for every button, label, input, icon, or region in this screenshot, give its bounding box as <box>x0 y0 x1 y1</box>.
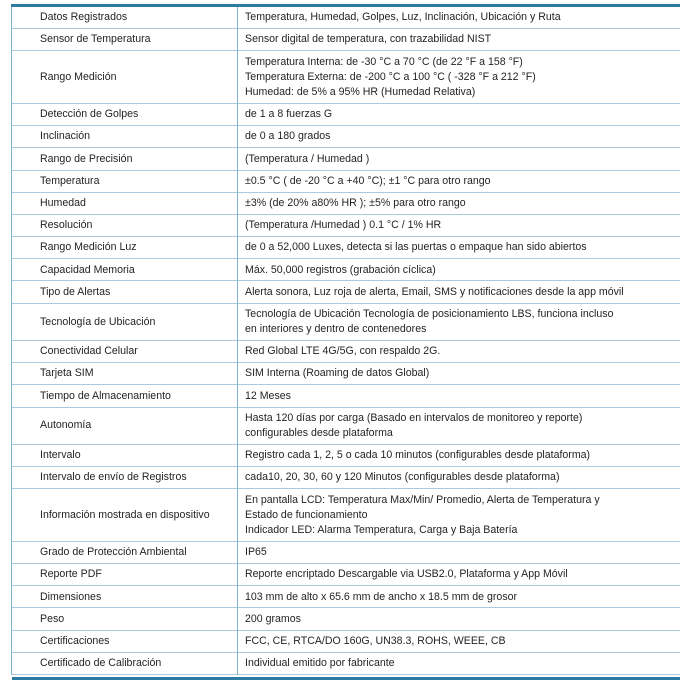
spec-value-line: IP65 <box>245 546 267 559</box>
spec-label-cell <box>12 652 238 674</box>
spec-value-cell <box>238 363 681 385</box>
spec-value-lines <box>245 7 676 28</box>
spec-value-lines <box>245 564 676 585</box>
table-row <box>12 341 681 363</box>
spec-value-cell <box>238 444 681 466</box>
spec-value-line: Red Global LTE 4G/5G, con respaldo 2G. <box>245 345 441 358</box>
spec-value-lines <box>245 171 676 192</box>
spec-value-line: SIM Interna (Roaming de datos Global) <box>245 367 430 380</box>
spec-value-line: En pantalla LCD: Temperatura Max/Min/ Promedio, Alerta de Temperatura y <box>245 493 600 506</box>
table-row <box>12 237 681 259</box>
spec-value-cell <box>238 407 681 444</box>
spec-label-cell <box>12 303 238 340</box>
spec-value-lines <box>245 489 676 541</box>
spec-value-line: Humedad: de 5% a 95% HR (Humedad Relativa) <box>245 86 476 99</box>
spec-value-line: Hasta 120 días por carga (Basado en intervalos de monitoreo y reporte) <box>245 411 583 424</box>
table-row <box>12 407 681 444</box>
spec-value-cell <box>238 237 681 259</box>
spec-label: Certificaciones <box>40 634 110 647</box>
table-row <box>12 467 681 489</box>
spec-value-line: de 0 a 180 grados <box>245 130 331 143</box>
spec-label-cell <box>12 608 238 630</box>
spec-value-line: Reporte encriptado Descargable via USB2.0, Plataforma y App Móvil <box>245 568 568 581</box>
spec-value-line: FCC, CE, RTCA/DO 160G, UN38.3, ROHS, WEEE, CB <box>245 634 506 647</box>
table-row <box>12 148 681 170</box>
table-row <box>12 6 681 29</box>
spec-value-lines <box>245 148 676 169</box>
spec-value-line: cada10, 20, 30, 60 y 120 Minutos (configurables desde plataforma) <box>245 471 560 484</box>
spec-value-cell <box>238 51 681 104</box>
spec-value-line: Temperatura, Humedad, Golpes, Luz, Inclinación, Ubicación y Ruta <box>245 11 561 24</box>
spec-value-lines <box>245 215 676 236</box>
spec-label-cell <box>12 237 238 259</box>
spec-value-cell <box>238 489 681 542</box>
table-row <box>12 630 681 652</box>
spec-label: Rango Medición <box>40 70 117 83</box>
spec-value-lines <box>245 341 676 362</box>
spec-label-cell <box>12 214 238 236</box>
spec-value-lines <box>245 608 676 629</box>
spec-value-line: (Temperatura /Humedad ) 0.1 °C / 1% HR <box>245 219 442 232</box>
spec-value-cell <box>238 29 681 51</box>
spec-label: Grado de Protección Ambiental <box>40 546 187 559</box>
spec-label-cell <box>12 281 238 303</box>
table-row <box>12 170 681 192</box>
spec-label: Certificado de Calibración <box>40 657 162 670</box>
spec-value-line: Tecnología de Ubicación Tecnología de posicionamiento LBS, funciona incluso <box>245 307 614 320</box>
spec-label: Resolución <box>40 219 93 232</box>
spec-label: Intervalo de envío de Registros <box>40 471 187 484</box>
spec-label: Rango Medición Luz <box>40 241 137 254</box>
table-row <box>12 281 681 303</box>
table-row <box>12 586 681 608</box>
spec-label-cell <box>12 51 238 104</box>
spec-label-cell <box>12 126 238 148</box>
spec-label: Dimensiones <box>40 590 102 603</box>
spec-value-line: Indicador LED: Alarma Temperatura, Carga y Baja Batería <box>245 523 518 536</box>
specifications-table-body <box>12 6 681 679</box>
spec-value-lines <box>245 467 676 488</box>
table-row <box>12 29 681 51</box>
table-row <box>12 259 681 281</box>
spec-value-cell <box>238 303 681 340</box>
spec-value-line: ±0.5 °C ( de -20 °C a +40 °C); ±1 °C para otro rango <box>245 174 491 187</box>
spec-label-cell <box>12 444 238 466</box>
spec-label-cell <box>12 341 238 363</box>
spec-label-cell <box>12 192 238 214</box>
spec-label: Tipo de Alertas <box>40 285 111 298</box>
spec-value-lines <box>245 385 676 406</box>
spec-value-lines <box>245 304 676 340</box>
spec-label-cell <box>12 541 238 563</box>
spec-value-cell <box>238 586 681 608</box>
table-row <box>12 51 681 104</box>
table-row <box>12 192 681 214</box>
spec-value-lines <box>245 542 676 563</box>
spec-label: Información mostrada en dispositivo <box>40 508 210 521</box>
table-bottom-rule <box>12 675 681 679</box>
spec-value-lines <box>245 126 676 147</box>
spec-label-cell <box>12 630 238 652</box>
spec-label-cell <box>12 385 238 407</box>
spec-value-cell <box>238 192 681 214</box>
spec-value-line: 12 Meses <box>245 389 291 402</box>
spec-label-cell <box>12 170 238 192</box>
spec-label-cell <box>12 489 238 542</box>
spec-value-cell <box>238 259 681 281</box>
table-row <box>12 541 681 563</box>
spec-label: Autonomía <box>40 419 92 432</box>
spec-value-line: Estado de funcionamiento <box>245 508 368 521</box>
spec-value-lines <box>245 259 676 280</box>
spec-label: Tecnología de Ubicación <box>40 315 156 328</box>
spec-value-cell <box>238 281 681 303</box>
table-row <box>12 303 681 340</box>
spec-value-cell <box>238 630 681 652</box>
spec-value-lines <box>245 193 676 214</box>
table-bottom-rule-right <box>238 675 681 679</box>
spec-label-cell <box>12 6 238 29</box>
spec-value-lines <box>245 653 676 674</box>
spec-label: Capacidad Memoria <box>40 263 135 276</box>
spec-label: Conectividad Celular <box>40 345 138 358</box>
spec-value-cell <box>238 148 681 170</box>
spec-value-line: Temperatura Interna: de -30 °C a 70 °C (de 22 °F a 158 °F) <box>245 55 523 68</box>
spec-value-lines <box>245 29 676 50</box>
spec-value-lines <box>245 408 676 444</box>
spec-value-line: en interiores y dentro de contenedores <box>245 323 427 336</box>
spec-label-cell <box>12 467 238 489</box>
spec-value-line: 200 gramos <box>245 612 301 625</box>
table-row <box>12 444 681 466</box>
spec-value-cell <box>238 214 681 236</box>
spec-value-cell <box>238 652 681 674</box>
spec-label: Detección de Golpes <box>40 108 139 121</box>
spec-value-cell <box>238 541 681 563</box>
specifications-table <box>11 4 680 680</box>
spec-value-lines <box>245 51 676 103</box>
spec-label: Tarjeta SIM <box>40 367 94 380</box>
spec-value-cell <box>238 170 681 192</box>
spec-value-line: ±3% (de 20% a80% HR ); ±5% para otro rango <box>245 196 466 209</box>
spec-value-cell <box>238 564 681 586</box>
spec-label: Humedad <box>40 196 86 209</box>
spec-value-line: Máx. 50,000 registros (grabación cíclica) <box>245 263 436 276</box>
table-row <box>12 608 681 630</box>
spec-value-line: Alerta sonora, Luz roja de alerta, Email, SMS y notificaciones desde la app móvil <box>245 285 624 298</box>
spec-value-lines <box>245 586 676 607</box>
spec-value-line: Registro cada 1, 2, 5 o cada 10 minutos (configurables desde plataforma) <box>245 449 591 462</box>
spec-label: Peso <box>40 612 65 625</box>
spec-value-line: configurables desde plataforma <box>245 427 393 440</box>
table-row <box>12 126 681 148</box>
table-row <box>12 214 681 236</box>
spec-label-cell <box>12 564 238 586</box>
spec-label-cell <box>12 259 238 281</box>
spec-label-cell <box>12 363 238 385</box>
table-row <box>12 489 681 542</box>
spec-value-cell <box>238 608 681 630</box>
spec-value-cell <box>238 385 681 407</box>
spec-label-cell <box>12 407 238 444</box>
table-row <box>12 385 681 407</box>
spec-value-line: Temperatura Externa: de -200 °C a 100 °C ( -328 °F a 212 °F) <box>245 70 536 83</box>
spec-label: Sensor de Temperatura <box>40 33 151 46</box>
spec-value-lines <box>245 363 676 384</box>
spec-value-line: (Temperatura / Humedad ) <box>245 152 370 165</box>
table-row <box>12 363 681 385</box>
spec-label-cell <box>12 586 238 608</box>
spec-label: Temperatura <box>40 174 100 187</box>
spec-label: Tiempo de Almacenamiento <box>40 389 171 402</box>
spec-value-cell <box>238 6 681 29</box>
spec-value-lines <box>245 281 676 302</box>
spec-value-line: de 0 a 52,000 Luxes, detecta si las puertas o empaque han sido abiertos <box>245 241 587 254</box>
spec-value-lines <box>245 104 676 125</box>
spec-label-cell <box>12 29 238 51</box>
spec-label-cell <box>12 103 238 125</box>
table-bottom-rule-left <box>12 675 238 679</box>
spec-label: Reporte PDF <box>40 568 102 581</box>
spec-label: Intervalo <box>40 449 81 462</box>
spec-value-lines <box>245 631 676 652</box>
spec-value-lines <box>245 237 676 258</box>
spec-value-line: Sensor digital de temperatura, con trazabilidad NIST <box>245 33 492 46</box>
spec-value-cell <box>238 467 681 489</box>
spec-value-cell <box>238 126 681 148</box>
spec-value-cell <box>238 103 681 125</box>
spec-label: Rango de Precisión <box>40 152 133 165</box>
spec-value-cell <box>238 341 681 363</box>
table-row <box>12 652 681 674</box>
spec-label-cell <box>12 148 238 170</box>
table-row <box>12 103 681 125</box>
spec-label: Inclinación <box>40 130 91 143</box>
spec-value-lines <box>245 445 676 466</box>
spec-value-line: 103 mm de alto x 65.6 mm de ancho x 18.5 mm de grosor <box>245 590 518 603</box>
spec-value-line: Individual emitido por fabricante <box>245 657 395 670</box>
spec-label: Datos Registrados <box>40 11 128 24</box>
spec-value-line: de 1 a 8 fuerzas G <box>245 108 333 121</box>
table-row <box>12 564 681 586</box>
